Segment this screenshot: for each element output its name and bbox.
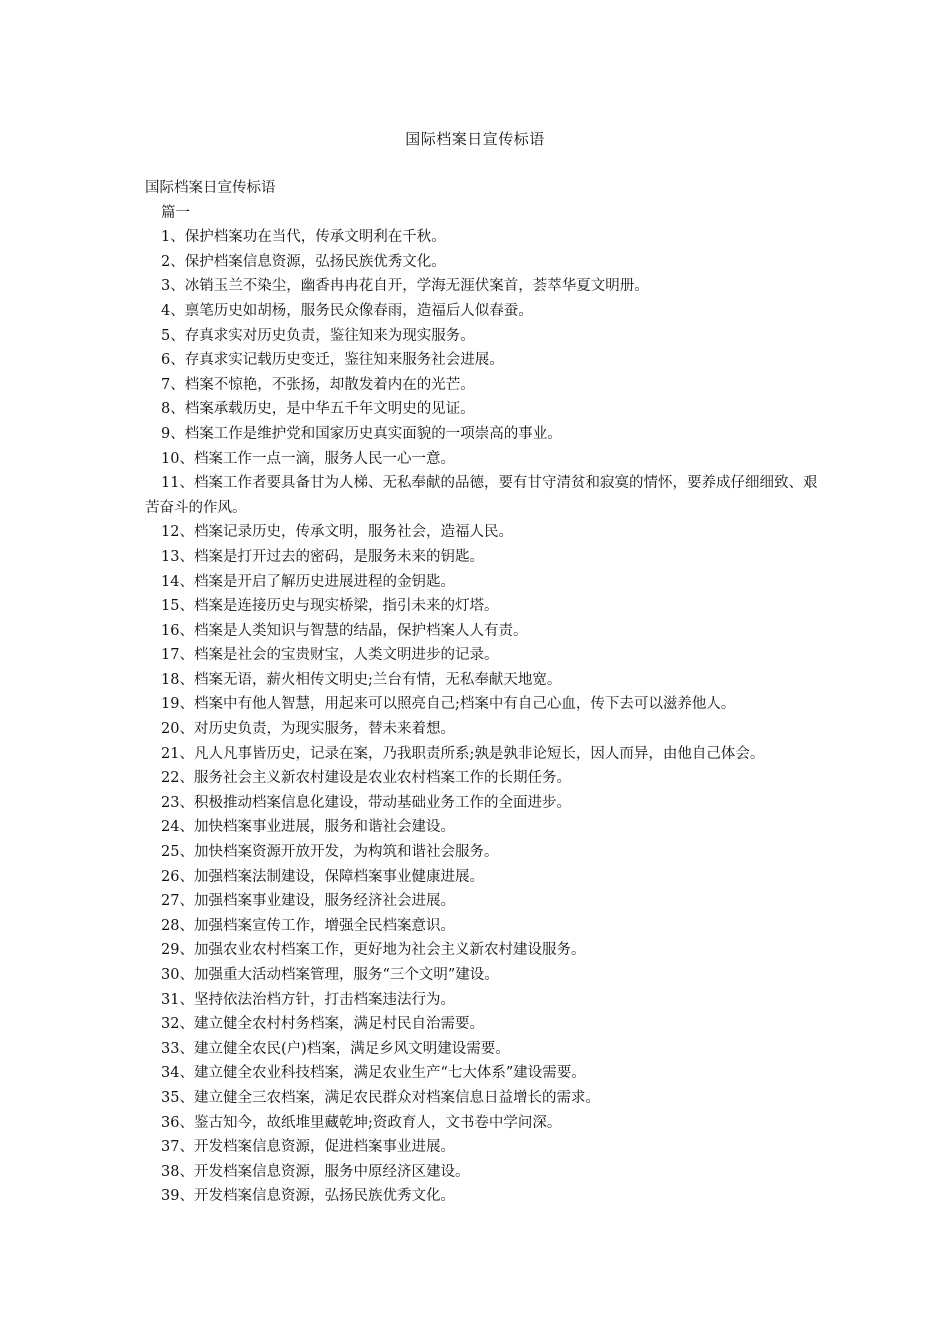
slogan-item: 28、加强档案宣传工作，增强全民档案意识。 — [161, 917, 455, 934]
slogan-item: 13、档案是打开过去的密码，是服务未来的钥匙。 — [161, 548, 484, 565]
slogan-item: 19、档案中有他人智慧，用起来可以照亮自己;档案中有自己心血，传下去可以滋养他人。 — [161, 696, 736, 713]
slogan-item: 25、加快档案资源开放开发，为构筑和谐社会服务。 — [161, 844, 499, 861]
slogan-item: 12、档案记录历史，传承文明，服务社会，造福人民。 — [161, 524, 513, 541]
slogan-item: 1、保护档案功在当代，传承文明利在千秋。 — [161, 229, 446, 246]
slogan-item: 8、档案承载历史，是中华五千年文明史的见证。 — [161, 401, 475, 418]
slogan-item: 20、对历史负责，为现实服务，替未来着想。 — [161, 721, 455, 738]
slogan-item: 18、档案无语，薪火相传文明史;兰台有情，无私奉献天地宽。 — [161, 671, 562, 688]
slogan-item: 7、档案不惊艳，不张扬，却散发着内在的光芒。 — [161, 376, 475, 393]
slogan-item: 32、建立健全农村村务档案，满足村民自治需要。 — [161, 1016, 484, 1033]
slogan-item: 2、保护档案信息资源，弘扬民族优秀文化。 — [161, 253, 446, 270]
slogan-item: 37、开发档案信息资源，促进档案事业进展。 — [161, 1139, 455, 1156]
slogan-item: 30、加强重大活动档案管理，服务“三个文明”建设。 — [161, 967, 499, 983]
slogan-item: 33、建立健全农民(户)档案，满足乡风文明建设需要。 — [161, 1040, 510, 1057]
slogan-item: 26、加强档案法制建设，保障档案事业健康进展。 — [161, 868, 484, 885]
slogan-item: 4、禀笔历史如胡杨，服务民众像春雨，造福后人似春蚕。 — [161, 302, 533, 319]
section-label: 篇一 — [161, 204, 190, 221]
document-heading: 国际档案日宣传标语 — [145, 180, 276, 196]
slogan-item: 35、建立健全三农档案，满足农民群众对档案信息日益增长的需求。 — [161, 1089, 600, 1106]
slogan-item: 22、服务社会主义新农村建设是农业农村档案工作的长期任务。 — [161, 770, 571, 787]
document-title: 国际档案日宣传标语 — [405, 130, 545, 148]
slogan-item: 27、加强档案事业建设，服务经济社会进展。 — [161, 893, 455, 910]
slogan-item: 36、鉴古知今，故纸堆里藏乾坤;资政育人，文书卷中学问深。 — [161, 1114, 562, 1131]
slogan-item: 11、档案工作者要具备甘为人梯、无私奉献的品德，要有甘守清贫和寂寞的情怀，要养成仔细细致、艰苦奋斗的作风。 — [145, 475, 818, 516]
slogan-item: 34、建立健全农业科技档案，满足农业生产“七大体系”建设需要。 — [161, 1065, 586, 1082]
slogan-item: 10、档案工作一点一滴，服务人民一心一意。 — [161, 450, 455, 467]
slogan-item: 38、开发档案信息资源，服务中原经济区建设。 — [161, 1163, 470, 1180]
slogan-item: 14、档案是开启了解历史进展进程的金钥匙。 — [161, 573, 455, 590]
slogan-item: 29、加强农业农村档案工作，更好地为社会主义新农村建设服务。 — [161, 942, 586, 959]
slogan-item: 15、档案是连接历史与现实桥梁，指引未来的灯塔。 — [161, 598, 499, 615]
slogan-item: 23、积极推动档案信息化建设，带动基础业务工作的全面进步。 — [161, 794, 571, 811]
slogan-item: 5、存真求实对历史负责，鉴往知来为现实服务。 — [161, 327, 475, 344]
slogan-item: 17、档案是社会的宝贵财宝，人类文明进步的记录。 — [161, 647, 499, 664]
slogan-item: 6、存真求实记载历史变迁，鉴往知来服务社会进展。 — [161, 352, 504, 369]
slogan-item: 39、开发档案信息资源，弘扬民族优秀文化。 — [161, 1188, 455, 1205]
slogan-list — [145, 225, 825, 1209]
slogan-item: 16、档案是人类知识与智慧的结晶，保护档案人人有责。 — [161, 622, 528, 639]
slogan-item: 24、加快档案事业进展，服务和谐社会建设。 — [161, 819, 455, 836]
document-body — [145, 176, 825, 1209]
slogan-item: 21、凡人凡事皆历史，记录在案，乃我职责所系;孰是孰非论短长，因人而异，由他自己体会。 — [161, 745, 765, 762]
slogan-item: 3、冰销玉兰不染尘，幽香冉冉花自开，学海无涯伏案首，荟萃华夏文明册。 — [161, 278, 649, 295]
slogan-item: 31、坚持依法治档方针，打击档案违法行为。 — [161, 991, 455, 1008]
slogan-item: 9、档案工作是维护党和国家历史真实面貌的一项崇高的事业。 — [161, 425, 562, 442]
